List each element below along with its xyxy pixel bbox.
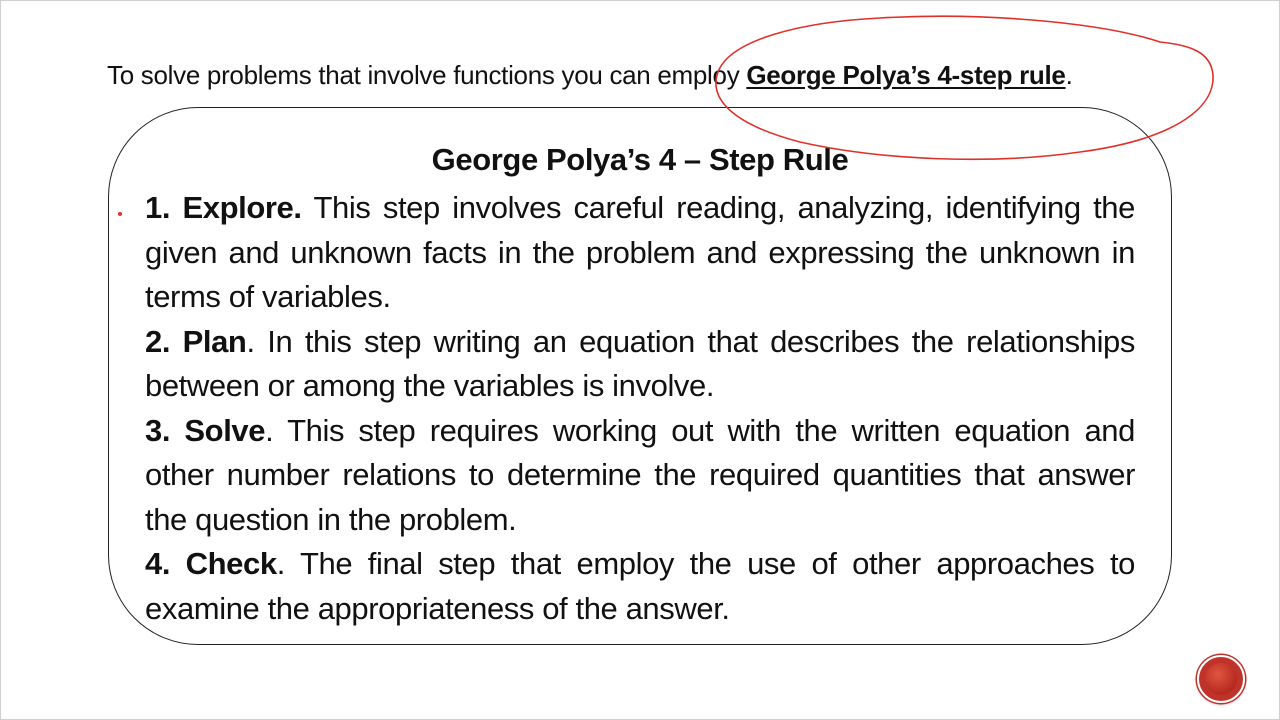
rule-title: George Polya’s 4 – Step Rule	[431, 142, 849, 177]
step-text: . The final step that employ the use of other approaches to examine the appropriateness of the answer.	[145, 546, 1136, 626]
step-label: 1. Explore.	[145, 190, 302, 225]
step-explore	[145, 186, 1135, 320]
nav-circle-button[interactable]	[1197, 655, 1245, 703]
step-label: 3. Solve	[145, 412, 266, 448]
step-label: 2. Plan	[145, 323, 247, 359]
step-text: . This step requires working out with the written equation and other number relations to determine the required quantities that answer the question in the problem.	[145, 412, 1135, 537]
step-text: . In this step writing an equation that describes the relationships between or among the variables is involve.	[145, 323, 1136, 403]
intro-emphasis: George Polya’s 4-step rule	[746, 60, 1066, 90]
intro-sentence	[107, 60, 1073, 91]
intro-text: To solve problems that involve functions you can employ	[107, 60, 747, 90]
step-solve	[145, 409, 1135, 543]
intro-end: .	[1065, 60, 1073, 90]
annotation-dot	[118, 212, 122, 216]
step-text: This step involves careful reading, analyzing, identifying the given and unknown facts in the problem and expressing the unknown in terms of variables.	[145, 190, 1135, 314]
step-plan	[145, 320, 1135, 409]
step-check	[145, 542, 1135, 631]
steps-list	[145, 186, 1135, 631]
step-label: 4. Check	[145, 546, 277, 581]
